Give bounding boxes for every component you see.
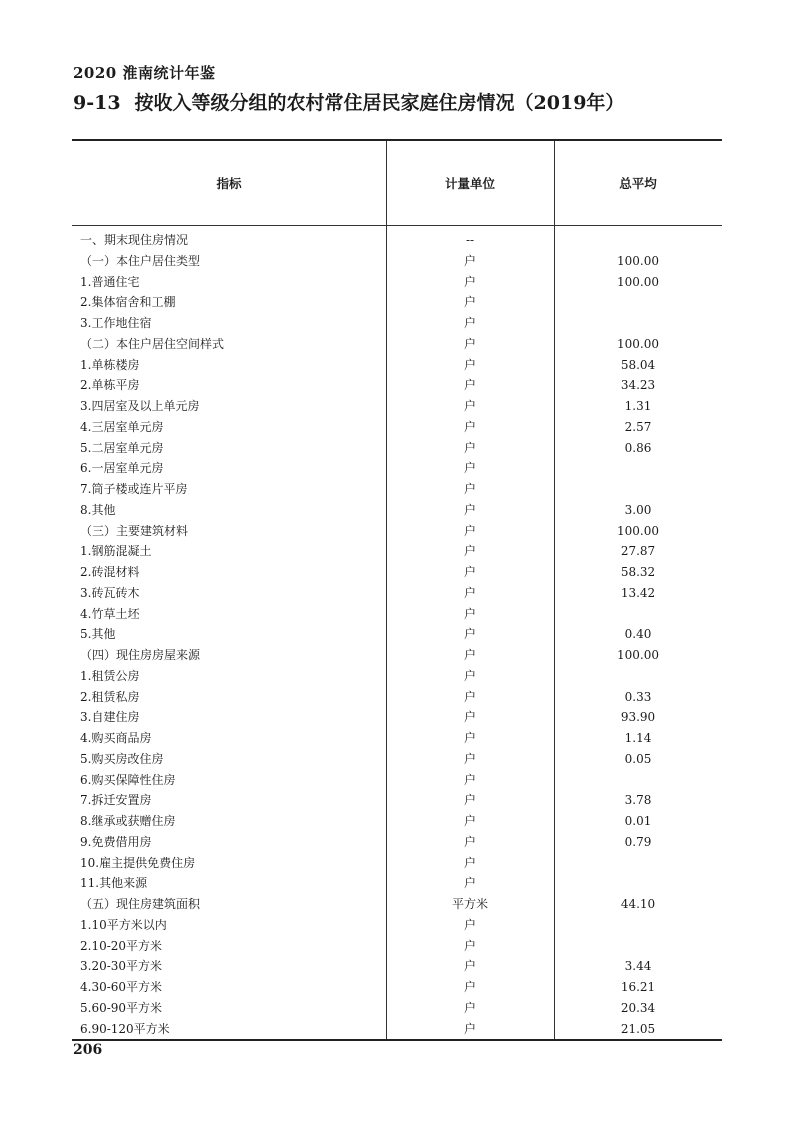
table-row <box>72 230 722 251</box>
row-unit: 户 <box>463 668 476 683</box>
row-unit: 户 <box>463 772 476 787</box>
page-number: 206 <box>73 1042 103 1058</box>
column-header-indicator: 指标 <box>216 176 242 191</box>
row-indicator: 3.四居室及以上单元房 <box>80 399 200 413</box>
row-indicator: 6.购买保障性住房 <box>80 772 176 787</box>
row-unit: -- <box>465 233 475 247</box>
row-indicator: （三）主要建筑材料 <box>80 523 189 538</box>
row-indicator: 2.10-20平方米 <box>80 938 163 953</box>
row-unit: 户 <box>463 876 476 891</box>
table-row <box>72 666 722 687</box>
row-indicator: 一、期末现住房情况 <box>80 233 189 247</box>
row-value: 100.00 <box>617 336 659 351</box>
row-value: 3.00 <box>624 502 652 517</box>
table-body <box>72 226 722 1039</box>
table-row <box>72 1019 722 1040</box>
row-value: 1.31 <box>624 399 652 413</box>
row-value: 100.00 <box>617 253 659 268</box>
table-row <box>72 292 722 313</box>
table-row <box>72 873 722 894</box>
table-row <box>72 956 722 977</box>
row-indicator: 8.继承或获赠住房 <box>80 814 176 828</box>
row-value: 58.04 <box>620 357 656 372</box>
table-row <box>72 645 722 666</box>
row-value: 58.32 <box>620 565 656 579</box>
row-indicator: 7.拆迁安置房 <box>80 793 152 808</box>
table-row <box>72 790 722 811</box>
row-unit: 户 <box>463 482 476 496</box>
row-indicator: 2.单栋平房 <box>80 378 140 393</box>
table-row <box>72 687 722 708</box>
row-indicator: （四）现住房房屋来源 <box>80 648 201 662</box>
row-value: 100.00 <box>617 648 659 662</box>
row-unit: 户 <box>463 793 476 808</box>
row-unit: 户 <box>463 731 476 745</box>
row-unit: 户 <box>463 274 476 289</box>
table-row <box>72 853 722 874</box>
table-header <box>72 141 722 226</box>
table-row <box>72 438 722 459</box>
row-indicator: 3.20-30平方米 <box>80 959 163 974</box>
row-unit: 户 <box>463 399 476 413</box>
row-unit: 户 <box>463 565 476 579</box>
row-indicator: 9.免费借用房 <box>80 834 152 849</box>
row-unit: 户 <box>463 461 476 476</box>
row-value: 0.05 <box>624 751 652 766</box>
row-indicator: （一）本住户居住类型 <box>80 253 201 268</box>
row-indicator: 1.10平方米以内 <box>80 917 167 932</box>
row-unit: 户 <box>463 336 476 351</box>
row-unit: 户 <box>463 419 476 434</box>
row-indicator: 5.二居室单元房 <box>80 440 164 455</box>
table-row <box>72 313 722 334</box>
table-row <box>72 479 722 500</box>
row-unit: 户 <box>463 959 476 974</box>
row-value: 3.78 <box>624 793 652 808</box>
row-unit: 户 <box>463 544 476 559</box>
table-row <box>72 832 722 853</box>
table-row <box>72 624 722 645</box>
row-indicator: （二）本住户居住空间样式 <box>80 336 225 351</box>
row-unit: 平方米 <box>451 897 488 911</box>
row-value: 3.44 <box>624 959 652 974</box>
row-unit: 户 <box>463 834 476 849</box>
yearbook-header: 2020 淮南统计年鉴 <box>73 64 216 82</box>
table-row <box>72 272 722 293</box>
table-row <box>72 936 722 957</box>
row-unit: 户 <box>463 855 476 870</box>
row-unit: 户 <box>463 357 476 372</box>
table-row <box>72 375 722 396</box>
table-row <box>72 749 722 770</box>
table-row <box>72 334 722 355</box>
table-row <box>72 811 722 832</box>
row-indicator: 2.砖混材料 <box>80 565 140 579</box>
table-row <box>72 728 722 749</box>
row-value: 93.90 <box>620 710 656 725</box>
row-unit: 户 <box>463 502 476 517</box>
row-indicator: （五）现住房建筑面积 <box>80 897 201 911</box>
row-value: 0.79 <box>624 834 652 849</box>
row-value: 34.23 <box>620 378 656 393</box>
table-row <box>72 770 722 791</box>
table-row <box>72 355 722 376</box>
row-indicator: 1.单栋楼房 <box>80 357 140 372</box>
row-unit: 户 <box>463 648 476 662</box>
row-indicator: 5.60-90平方米 <box>80 1000 163 1015</box>
row-indicator: 11.其他来源 <box>80 876 148 891</box>
row-unit: 户 <box>463 938 476 953</box>
row-value: 100.00 <box>617 274 659 289</box>
row-unit: 户 <box>463 316 476 330</box>
row-value: 0.01 <box>624 814 652 828</box>
row-indicator: 8.其他 <box>80 502 116 517</box>
row-unit: 户 <box>463 1000 476 1015</box>
table-number: 9-13 <box>73 92 121 114</box>
row-value: 2.57 <box>624 419 652 434</box>
row-indicator: 3.工作地住宿 <box>80 316 152 330</box>
row-value: 100.00 <box>617 523 659 538</box>
row-indicator: 5.购买房改住房 <box>80 751 164 766</box>
row-unit: 户 <box>463 627 476 642</box>
table-row <box>72 541 722 562</box>
row-indicator: 10.雇主提供免费住房 <box>80 855 196 870</box>
table-row <box>72 417 722 438</box>
row-indicator: 5.其他 <box>80 627 116 642</box>
row-indicator: 1.租赁公房 <box>80 668 140 683</box>
table-title <box>73 88 723 115</box>
row-unit: 户 <box>463 917 476 932</box>
row-indicator: 1.钢筋混凝土 <box>80 544 152 559</box>
table-row <box>72 562 722 583</box>
row-indicator: 3.砖瓦砖木 <box>80 585 140 600</box>
row-unit: 户 <box>463 440 476 455</box>
row-indicator: 2.集体宿舍和工棚 <box>80 295 176 310</box>
row-indicator: 6.一居室单元房 <box>80 461 164 476</box>
row-indicator: 3.自建住房 <box>80 710 140 725</box>
table-title-text: 按收入等级分组的农村常住居民家庭住房情况（2019年） <box>134 92 625 114</box>
housing-table <box>72 139 722 1041</box>
row-unit: 户 <box>463 689 476 704</box>
table-row <box>72 521 722 542</box>
row-unit: 户 <box>463 253 476 268</box>
row-unit: 户 <box>463 606 476 621</box>
table-row <box>72 977 722 998</box>
row-value: 16.21 <box>620 980 656 994</box>
table-row <box>72 707 722 728</box>
row-indicator: 4.30-60平方米 <box>80 980 163 994</box>
row-value: 21.05 <box>620 1021 656 1036</box>
row-value: 0.33 <box>624 689 652 704</box>
row-value: 20.34 <box>620 1000 656 1015</box>
table-row <box>72 998 722 1019</box>
table-row <box>72 500 722 521</box>
table-row <box>72 894 722 915</box>
table-row <box>72 583 722 604</box>
row-unit: 户 <box>463 585 476 600</box>
table-row <box>72 251 722 272</box>
row-value: 0.40 <box>624 627 652 642</box>
row-unit: 户 <box>463 523 476 538</box>
row-indicator: 1.普通住宅 <box>80 274 140 289</box>
row-value: 1.14 <box>624 731 652 745</box>
table-row <box>72 915 722 936</box>
row-unit: 户 <box>463 980 476 994</box>
column-header-unit: 计量单位 <box>444 176 495 191</box>
row-indicator: 4.三居室单元房 <box>80 419 164 434</box>
row-indicator: 2.租赁私房 <box>80 689 140 704</box>
row-unit: 户 <box>463 1021 476 1036</box>
row-unit: 户 <box>463 751 476 766</box>
row-unit: 户 <box>463 295 476 310</box>
row-unit: 户 <box>463 814 476 828</box>
table-row <box>72 458 722 479</box>
row-value: 13.42 <box>620 585 656 600</box>
row-indicator: 4.购买商品房 <box>80 731 152 745</box>
row-value: 0.86 <box>624 440 652 455</box>
row-value: 27.87 <box>620 544 656 559</box>
table-row <box>72 396 722 417</box>
row-indicator: 6.90-120平方米 <box>80 1021 170 1036</box>
row-indicator: 7.筒子楼或连片平房 <box>80 482 188 496</box>
row-value: 44.10 <box>620 897 656 911</box>
row-indicator: 4.竹草土坯 <box>80 606 140 621</box>
row-unit: 户 <box>463 378 476 393</box>
column-header-average: 总平均 <box>619 176 657 191</box>
row-unit: 户 <box>463 710 476 725</box>
table-row <box>72 604 722 625</box>
